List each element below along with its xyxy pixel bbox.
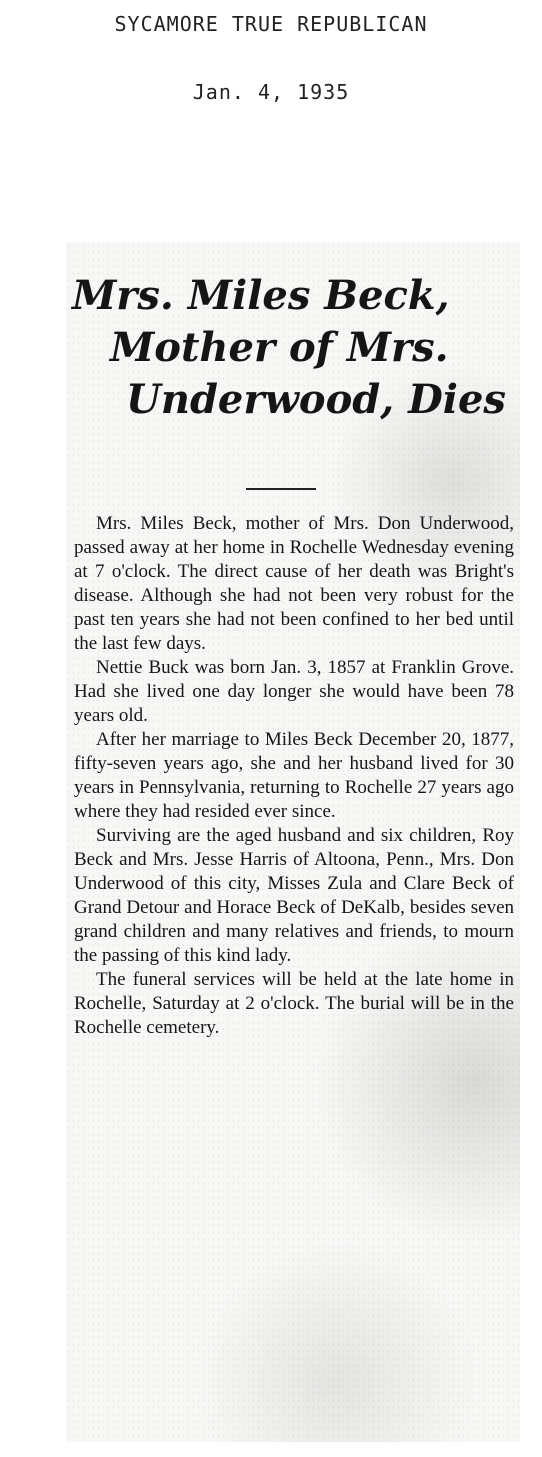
newspaper-name: SYCAMORE TRUE REPUBLICAN: [114, 12, 428, 36]
headline-line-1: Mrs. Miles Beck,: [72, 272, 450, 319]
headline: [66, 270, 520, 426]
article-paragraph-1: Mrs. Miles Beck, mother of Mrs. Don Underwood, passed away at her home in Rochelle Wednesday evening at 7 o'clock. The direct cause of her death was Bright's disease. Although she had not been very robust for the past ten years she had not been confined to her bed until the last few days.: [74, 513, 514, 654]
headline-line-2: Mother of Mrs.: [110, 324, 449, 371]
headline-divider: [246, 488, 316, 490]
publication-date: Jan. 4, 1935: [192, 80, 350, 104]
article-body: [74, 512, 514, 1040]
headline-line-3: Underwood, Dies: [126, 376, 506, 423]
article-paragraph-2: Nettie Buck was born Jan. 3, 1857 at Franklin Grove. Had she lived one day longer she would have been 78 years old.: [74, 657, 514, 726]
article-paragraph-3: After her marriage to Miles Beck December 20, 1877, fifty-seven years ago, she and her husband lived for 30 years in Pennsylvania, returning to Rochelle 27 years ago where they had resided ever since.: [74, 729, 514, 822]
article-paragraph-5: The funeral services will be held at the late home in Rochelle, Saturday at 2 o'clock. The burial will be in the Rochelle cemetery.: [74, 969, 514, 1038]
newspaper-clipping: [66, 242, 520, 1442]
article-paragraph-4: Surviving are the aged husband and six children, Roy Beck and Mrs. Jesse Harris of Altoona, Penn., Mrs. Don Underwood of this city, Misses Zula and Clare Beck of Grand Detour and Horace Beck of DeKalb, besides seven grand children and many relatives and friends, to mourn the passing of this kind lady.: [74, 825, 514, 966]
